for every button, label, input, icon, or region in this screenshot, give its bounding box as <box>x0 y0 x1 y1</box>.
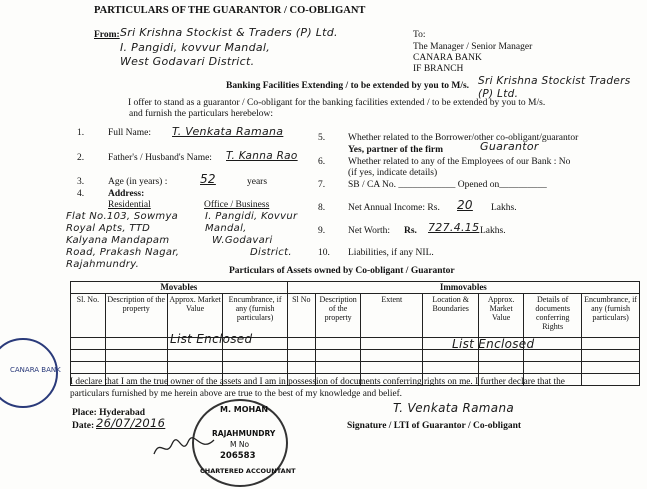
to-line-2: CANARA BANK <box>413 53 482 63</box>
col-header: Sl No <box>287 294 315 338</box>
field-number-4: 4. <box>77 189 85 199</box>
field-number-1: 1. <box>77 128 85 138</box>
col-header: Encumbrance, if any (furnish particulars) <box>223 294 287 338</box>
bank-seal-text: CANARA BANK <box>10 366 61 374</box>
col-header: Sl. No. <box>71 294 106 338</box>
assets-title: Particulars of Assets owned by Co-obligant / Guarantor <box>229 266 455 276</box>
income-value: 20 <box>457 198 473 212</box>
col-header: Description of the property <box>316 294 361 338</box>
father-value: T. Kanna Rao <box>226 150 298 162</box>
ca-stamp-city: RAJAHMUNDRY <box>212 429 276 438</box>
facilities-handwriting: Sri Krishna Stockist Traders (P) Ltd. <box>478 75 631 100</box>
age-value: 52 <box>200 172 216 186</box>
assets-table <box>70 281 640 386</box>
movables-header: Movables <box>71 282 288 294</box>
from-line-1: Sri Krishna Stockist & Traders (P) Ltd. <box>120 26 338 39</box>
income-unit: Lakhs. <box>491 203 517 213</box>
from-line-2: I. Pangidi, kovvur Mandal, <box>120 41 271 54</box>
related-yes: Yes, partner of the firm <box>348 145 444 155</box>
field-number-8: 8. <box>318 203 326 213</box>
date-value: 26/07/2016 <box>96 416 166 430</box>
col-header: Extent <box>361 294 423 338</box>
field-number-2: 2. <box>77 153 85 163</box>
from-label: From: <box>94 30 120 40</box>
document-title: PARTICULARS OF THE GUARANTOR / CO-OBLIGANT <box>94 5 366 16</box>
field-number-3: 3. <box>77 177 85 187</box>
office-line-2: Mandal, <box>205 223 247 234</box>
from-line-3: West Godavari District. <box>120 55 255 68</box>
col-header: Details of documents conferring Rights <box>524 294 582 338</box>
field-number-5: 5. <box>318 133 326 143</box>
age-label: Age (in years) : <box>108 177 168 187</box>
worth-label: Net Worth: <box>348 226 391 236</box>
office-line-4: District. <box>250 247 292 258</box>
col-header: Approx. Market Value <box>167 294 223 338</box>
office-label: Office / Business <box>204 200 270 210</box>
to-line-1: The Manager / Senior Manager <box>413 42 533 52</box>
col-header: Approx. Market Value <box>479 294 524 338</box>
sb-label: SB / CA No. ____________ Opened on__________ <box>348 180 547 190</box>
immovables-header: Immovables <box>287 282 639 294</box>
offer-line-2: and furnish the particulars herebelow: <box>129 109 274 119</box>
employee-note: (if yes, indicate details) <box>348 168 438 178</box>
immovables-list-enclosed: List Enclosed <box>452 337 535 351</box>
full-name-value: T. Venkata Ramana <box>172 125 284 138</box>
residential-line-4: Road, Prakash Nagar, <box>66 247 180 258</box>
father-label: Father's / Husband's Name: <box>108 153 212 163</box>
residential-line-2: Royal Apts, TTD <box>66 223 151 234</box>
movables-list-enclosed: List Enclosed <box>170 332 253 346</box>
field-number-10: 10. <box>318 248 330 258</box>
employee-label: Whether related to any of the Employees of our Bank : No <box>348 157 571 167</box>
ca-signature <box>150 432 220 462</box>
full-name-label: Full Name: <box>108 128 152 138</box>
income-label: Net Annual Income: Rs. <box>348 203 440 213</box>
declaration-line-2: particulars furnished by me herein above are true to the best of my knowledge and belief. <box>70 389 402 399</box>
ca-stamp-number: 206583 <box>220 451 256 461</box>
field-number-7: 7. <box>318 180 326 190</box>
office-line-3: W.Godavari <box>212 235 273 246</box>
offer-line-1: I offer to stand as a guarantor / Co-obligant for the banking facilities extended / to be extended by you to M/s. <box>128 98 546 108</box>
worth-value: 727.4.15 <box>428 221 480 234</box>
col-header: Description of the property <box>105 294 167 338</box>
guarantor-signature: T. Venkata Ramana <box>393 401 514 415</box>
col-header: Location & Boundaries <box>423 294 479 338</box>
related-handwriting: Guarantor <box>480 140 539 153</box>
residential-line-5: Rajahmundry. <box>66 259 140 270</box>
address-label: Address: <box>108 189 145 199</box>
col-header: Encumbrance, if any (furnish particulars) <box>582 294 640 338</box>
worth-unit: Lakhs. <box>480 226 506 236</box>
place: Place: Hyderabad <box>72 408 146 418</box>
liabilities: Liabilities, if any NIL. <box>348 248 434 258</box>
to-label: To: <box>413 30 426 40</box>
signature-label: Signature / LTI of Guarantor / Co-obligant <box>347 421 522 431</box>
date-label: Date: <box>72 421 95 431</box>
bank-seal <box>0 338 61 408</box>
field-number-6: 6. <box>318 157 326 167</box>
age-unit: years <box>247 177 268 187</box>
residential-line-3: Kalyana Mandapam <box>66 235 170 246</box>
declaration-line-1: I declare that I am the true owner of the assets and I am in possession of documents conferring rights on me. I further declare that the <box>70 377 565 387</box>
ca-stamp-name: M. MOHAN <box>220 405 269 414</box>
residential-line-1: Flat No.103, Sowmya <box>66 211 179 222</box>
facilities-text: Banking Facilities Extending / to be extended by you to M/s. <box>226 81 470 91</box>
to-line-3: IF BRANCH <box>413 64 464 74</box>
ca-stamp-title: CHARTERED ACCOUNTANT <box>200 467 296 475</box>
office-line-1: I. Pangidi, Kovvur <box>205 211 298 222</box>
residential-label: Residential <box>108 200 151 210</box>
worth-rs: Rs. <box>404 226 417 236</box>
field-number-9: 9. <box>318 226 326 236</box>
ca-stamp-mno: M No <box>230 440 250 449</box>
related-label: Whether related to the Borrower/other co-obligant/guarantor <box>348 133 579 143</box>
